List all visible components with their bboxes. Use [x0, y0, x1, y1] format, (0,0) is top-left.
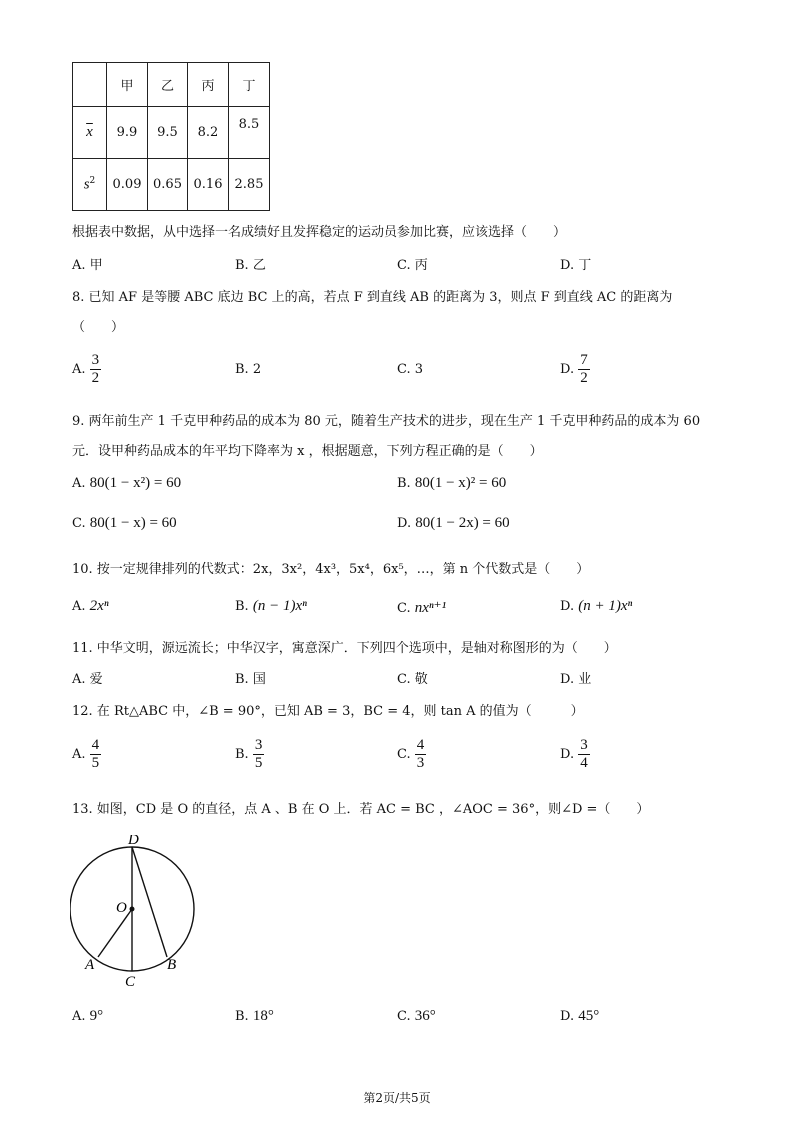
- q10-option-b: B. (n − 1)xⁿ: [235, 598, 307, 614]
- table-cell: 0.65: [148, 159, 188, 211]
- q12-stem: 12. 在 Rt△ABC 中，∠B = 90°，已知 AB = 3，BC = 4，则 tan A 的值为（ ）: [72, 704, 584, 719]
- q8-option-d: D. $\frac{7}{2}$: [560, 352, 588, 386]
- table-cell: 2.85: [229, 159, 270, 211]
- table-row-label-mean: $\overline{x}$: [73, 107, 107, 159]
- label-d: D: [128, 835, 139, 848]
- q12-option-b: B. $\frac{3}{5}$: [235, 737, 263, 771]
- table-header-cell: [73, 63, 107, 107]
- q9-stem: 9. 两年前生产 1 千克甲种药品的成本为 80 元，随着生产技术的进步，现在生产 1 千克甲种药品的成本为 60: [72, 414, 701, 429]
- table-cell: 0.09: [107, 159, 148, 211]
- q8-stem: 8. 已知 AF 是等腰 ABC 底边 BC 上的高，若点 F 到直线 AB 的距离为 3，则点 F 到直线 AC 的距离为: [72, 290, 673, 305]
- table-cell: 9.9: [107, 107, 148, 159]
- label-c: C: [125, 974, 136, 990]
- table-header-cell: 甲: [107, 63, 148, 107]
- q7-option-b: B. 乙: [235, 258, 266, 273]
- q12-option-a: A. $\frac{4}{5}$: [72, 737, 100, 771]
- q11-option-b: B. 国: [235, 672, 266, 687]
- q10-option-c: C. nxⁿ⁺¹: [397, 600, 447, 616]
- q13-option-b: B. 18°: [235, 1008, 274, 1024]
- chord-oa: [98, 909, 132, 957]
- table-cell: 0.16: [188, 159, 229, 211]
- stats-table: [72, 62, 270, 211]
- q12-option-d: D. $\frac{3}{4}$: [560, 737, 588, 771]
- q13-option-d: D. 45°: [560, 1008, 600, 1024]
- q7-option-d: D. 丁: [560, 258, 592, 273]
- chord-db: [132, 847, 167, 957]
- q8-option-c: C. 3: [397, 362, 424, 377]
- q10-option-d: D. (n + 1)xⁿ: [560, 598, 633, 614]
- q7-option-c: C. 丙: [397, 258, 428, 273]
- q11-option-d: D. 业: [560, 672, 592, 687]
- table-header-cell: 乙: [148, 63, 188, 107]
- q9-option-a: A. 80(1 − x²) = 60: [72, 475, 182, 491]
- q11-option-c: C. 敬: [397, 672, 428, 687]
- q11-stem: 11. 中华文明，源远流长；中华汉字，寓意深广．下列四个选项中，是轴对称图形的为（ ）: [72, 641, 617, 656]
- q8-option-b: B. 2: [235, 362, 262, 377]
- q11-option-a: A. 爱: [72, 672, 103, 687]
- circle-diagram: [70, 835, 200, 990]
- q7-stem: 根据表中数据，从中选择一名成绩好且发挥稳定的运动员参加比赛，应该选择（ ）: [72, 225, 567, 240]
- q8-option-a: A. $\frac{3}{2}$: [72, 352, 100, 386]
- q9-option-b: B. 80(1 − x)² = 60: [397, 475, 507, 491]
- q13-stem: 13. 如图，CD 是 O 的直径，点 A 、B 在 O 上．若 AC = BC ，∠AOC = 36°，则∠D =（ ）: [72, 802, 650, 817]
- table-header-cell: 丁: [229, 63, 270, 107]
- q13-option-a: A. 9°: [72, 1008, 104, 1024]
- center-point: [130, 907, 135, 912]
- page-footer: 第2页/共5页: [363, 1091, 431, 1105]
- label-a: A: [85, 957, 95, 973]
- q8-stem-cont: （ ）: [72, 320, 125, 335]
- table-row-label-variance: $s^2$: [73, 159, 107, 211]
- label-o: O: [116, 900, 127, 916]
- q7-option-a: A. 甲: [72, 258, 103, 273]
- q10-stem: 10. 按一定规律排列的代数式：2x，3x²，4x³，5x⁴，6x⁵，…，第 n 个代数式是（ ）: [72, 562, 590, 577]
- q13-option-c: C. 36°: [397, 1008, 436, 1024]
- q9-option-d: D. 80(1 − 2x) = 60: [397, 515, 510, 531]
- q12-option-c: C. $\frac{4}{3}$: [397, 737, 425, 771]
- table-cell: 8.2: [188, 107, 229, 159]
- q9-option-c: C. 80(1 − x) = 60: [72, 515, 177, 531]
- table-cell: 8.5: [229, 107, 270, 159]
- q10-option-a: A. 2xⁿ: [72, 598, 109, 614]
- label-b: B: [167, 957, 177, 973]
- q9-stem-cont: 元．设甲种药品成本的年平均下降率为 x ，根据题意，下列方程正确的是（ ）: [72, 444, 543, 459]
- table-header-cell: 丙: [188, 63, 229, 107]
- table-cell: 9.5: [148, 107, 188, 159]
